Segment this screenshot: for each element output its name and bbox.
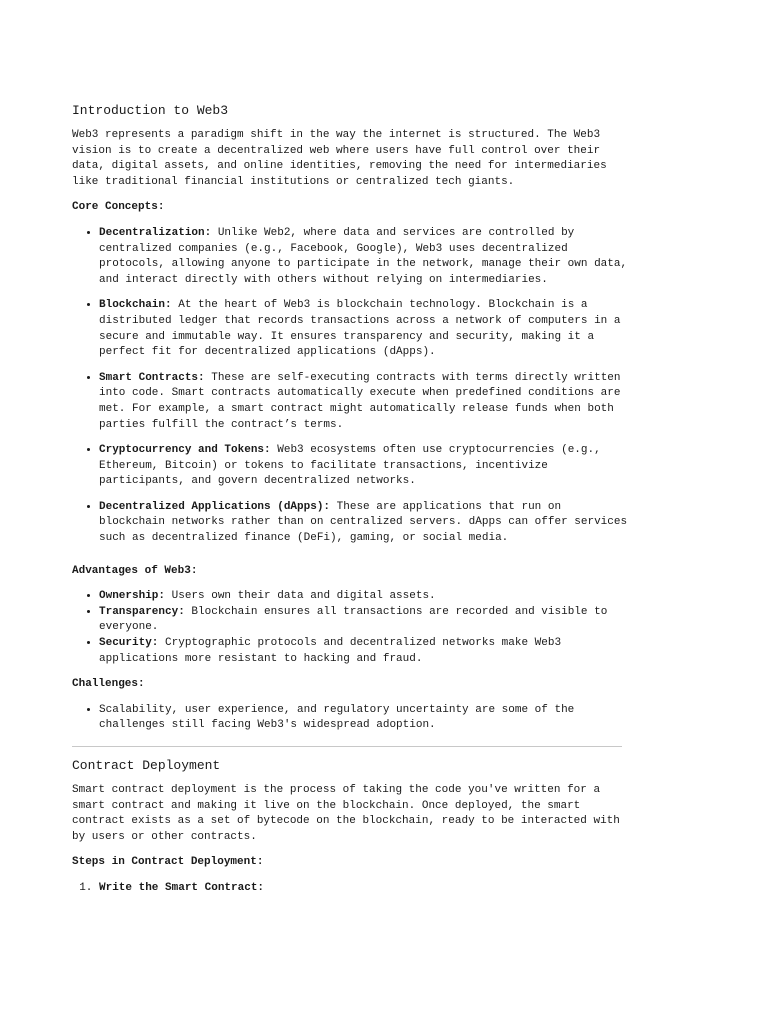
advantages-list bbox=[72, 589, 632, 667]
list-item bbox=[99, 226, 632, 288]
list-item bbox=[99, 371, 632, 433]
list-item-term: Decentralization: bbox=[99, 226, 212, 239]
list-item-text: Cryptographic protocols and decentralized networks make Web3 applications more resistant to hacking and fraud. bbox=[99, 637, 562, 665]
list-item-text: These are applications that run on blockchain networks rather than on centralized servers. dApps can offer services such as decentralized finance (DeFi), gaming, or social media. bbox=[99, 500, 628, 545]
advantages-heading: Advantages of Web3: bbox=[72, 564, 198, 577]
list-item-term: Security: bbox=[99, 637, 159, 650]
steps-heading: Steps in Contract Deployment: bbox=[72, 856, 264, 869]
core-concepts-heading: Core Concepts: bbox=[72, 201, 165, 214]
list-item-text: Users own their data and digital assets. bbox=[165, 590, 436, 603]
document-page bbox=[72, 0, 632, 897]
list-item: • Scalability, user experience, and regulatory uncertainty are some of the challenges still facing Web3's widespread adoption. bbox=[99, 703, 632, 734]
list-item bbox=[99, 298, 632, 360]
list-item-term: Smart Contracts: bbox=[99, 371, 205, 384]
list-item-text: Web3 ecosystems often use cryptocurrencies (e.g., Ethereum, Bitcoin) or tokens to facilitate transactions, incentivize participants, and govern decentralized networks. bbox=[99, 444, 601, 488]
contract-deployment-intro-paragraph: Smart contract deployment is the process of taking the code you've written for a smart contract and making it live on the blockchain. Once deployed, the smart contract exists as a set of bytecode on the blockchain, ready to be interacted with by users or other contracts. bbox=[72, 784, 620, 843]
section-title-web3: Introduction to Web3 bbox=[72, 103, 229, 118]
list-item bbox=[99, 605, 632, 636]
list-item bbox=[99, 589, 632, 605]
section-title-contract-deployment: Contract Deployment bbox=[72, 758, 221, 773]
challenges-list bbox=[72, 703, 632, 734]
list-item bbox=[99, 443, 632, 490]
list-item-text: At the heart of Web3 is blockchain technology. Blockchain is a distributed ledger that records transactions across a network of computers in a secure and immutable way. It ensures transparency and security, making it a perfect fit for decentralized applications (dApps). bbox=[99, 299, 621, 359]
section-divider bbox=[72, 746, 622, 747]
list-item bbox=[99, 500, 632, 547]
challenges-heading: Challenges: bbox=[72, 678, 145, 691]
web3-intro-paragraph: Web3 represents a paradigm shift in the way the internet is structured. The Web3 vision is to create a decentralized web where users have full control over their data, digital assets, and online identities, removing the need for intermediaries like traditional financial institutions or centralized tech giants. bbox=[72, 129, 607, 188]
steps-list bbox=[72, 881, 632, 897]
list-item-term: Ownership: bbox=[99, 590, 166, 603]
list-item bbox=[99, 636, 632, 667]
list-item-term: Decentralized Applications (dApps): bbox=[99, 500, 331, 513]
list-item-text: Blockchain ensures all transactions are recorded and visible to everyone. bbox=[99, 605, 608, 634]
list-item-term: Transparency: bbox=[99, 605, 185, 618]
list-item-text: These are self-executing contracts with terms directly written into code. Smart contracts automatically execute when predefined conditions are met. For example, a smart contract might automatically release funds when both parties fulfill the contract’s terms. bbox=[99, 371, 621, 431]
list-item-term: Cryptocurrency and Tokens: bbox=[99, 444, 271, 457]
list-item bbox=[99, 881, 632, 897]
list-item-term: Write the Smart Contract: bbox=[99, 881, 265, 894]
list-item-term: Blockchain: bbox=[99, 299, 172, 312]
list-item-text: Unlike Web2, where data and services are controlled by centralized companies (e.g., Facebook, Google), Web3 uses decentralized protocols, allowing anyone to participate in the network, manage their own data, and interact directly with others without relying on intermediaries. bbox=[99, 226, 628, 286]
core-concepts-list bbox=[72, 226, 632, 547]
